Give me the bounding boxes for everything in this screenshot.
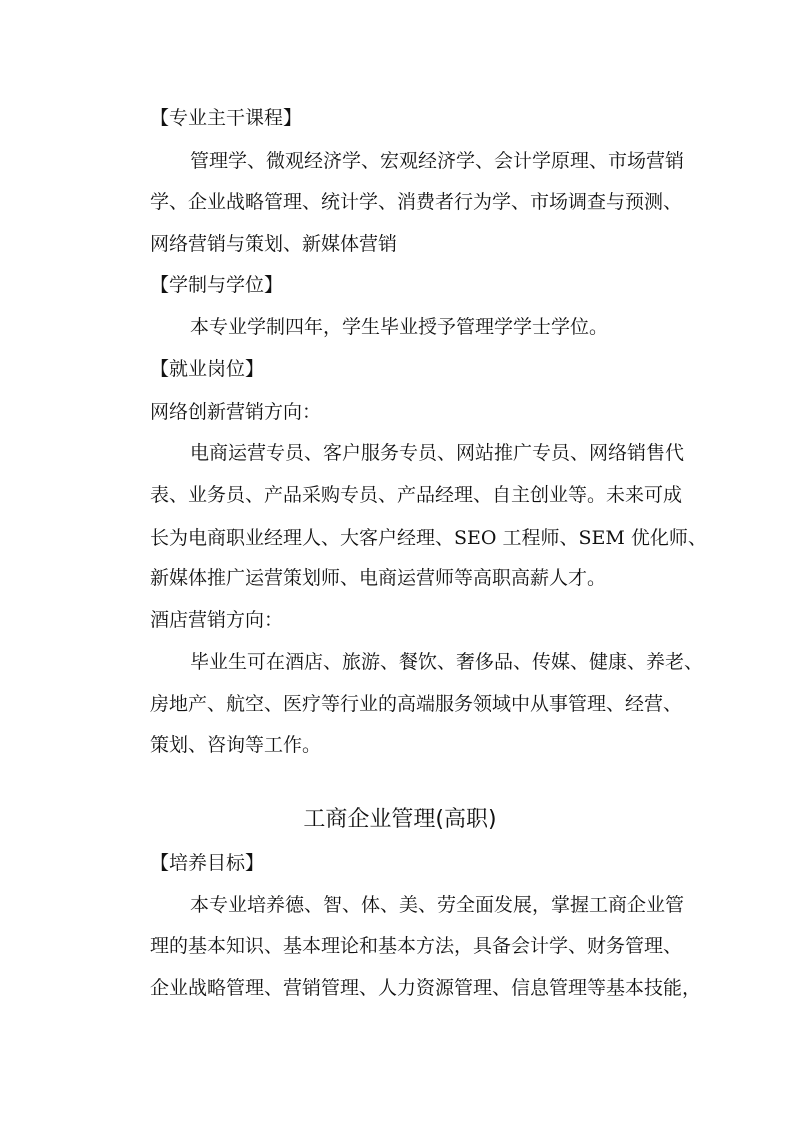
paragraph-line: 房地产、航空、医疗等行业的高端服务领域中从事管理、经营、 [150, 693, 683, 715]
paragraph-line: 本专业培养德、智、体、美、劳全面发展，掌握工商企业管 [190, 894, 685, 916]
paragraph-line: 企业战略管理、营销管理、人力资源管理、信息管理等基本技能， [150, 977, 702, 999]
paragraph-line: 新媒体推广运营策划师、电商运营师等高职高薪人才。 [150, 567, 607, 589]
paragraph-line: 本专业学制四年，学生毕业授予管理学学士学位。 [190, 316, 609, 338]
subheading-hotel-marketing: 酒店营销方向： [150, 609, 284, 631]
paragraph-line: 网络营销与策划、新媒体营销 [150, 233, 398, 255]
paragraph-line: 策划、咨询等工作。 [150, 734, 322, 756]
paragraph-line: 理的基本知识、基本理论和基本方法，具备会计学、财务管理、 [150, 935, 683, 957]
section-heading-goals: 【培养目标】 [150, 852, 265, 874]
section-heading-duration-degree: 【学制与学位】 [150, 274, 284, 296]
major-title: 工商企业管理(高职) [303, 807, 497, 832]
section-heading-main-courses: 【专业主干课程】 [150, 107, 303, 129]
paragraph-line: 学、企业战略管理、统计学、消费者行为学、市场调查与预测、 [150, 191, 683, 213]
paragraph-line: 长为电商职业经理人、大客户经理、SEO 工程师、SEM 优化师、 [150, 527, 707, 549]
paragraph-line: 电商运营专员、客户服务专员、网站推广专员、网络销售代 [190, 442, 685, 464]
section-heading-employment: 【就业岗位】 [150, 358, 265, 380]
paragraph-line: 管理学、微观经济学、宏观经济学、会计学原理、市场营销 [190, 150, 685, 172]
subheading-online-marketing: 网络创新营销方向： [150, 401, 322, 423]
paragraph-line: 毕业生可在酒店、旅游、餐饮、奢侈品、传媒、健康、养老、 [190, 651, 704, 673]
paragraph-line: 表、业务员、产品采购专员、产品经理、自主创业等。未来可成 [150, 484, 683, 506]
